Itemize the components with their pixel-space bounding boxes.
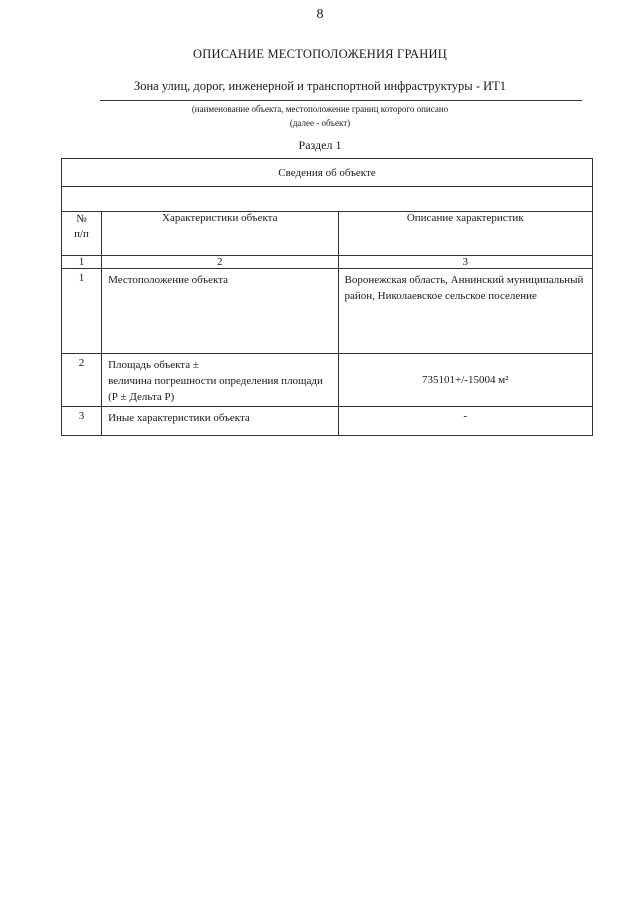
column-header-description: Описание характеристик	[338, 212, 593, 256]
table-caption: Сведения об объекте	[62, 159, 593, 187]
row-characteristic: Площадь объекта ± величина погрешности определения площади (Р ± Дельта Р)	[102, 354, 338, 407]
row-number: 1	[62, 269, 102, 354]
row-number: 2	[62, 354, 102, 407]
row-characteristic: Местоположение объекта	[102, 269, 338, 354]
object-name: Зона улиц, дорог, инженерной и транспортной инфраструктуры - ИТ1	[133, 79, 507, 93]
column-number-2: 2	[102, 256, 338, 269]
page-number: 8	[316, 7, 324, 22]
underline-divider	[100, 100, 582, 101]
row-description: 735101+/-15004 м²	[338, 354, 593, 407]
section-title: Раздел 1	[298, 138, 342, 152]
table-row	[62, 269, 593, 354]
column-header-number-text: № п/п	[74, 213, 89, 240]
column-number-1: 1	[62, 256, 102, 269]
row-characteristic: Иные характеристики объекта	[102, 407, 338, 436]
column-header-number	[62, 212, 102, 256]
object-name-caption-line1: (наименование объекта, местоположение границ которого описано	[191, 104, 449, 114]
column-number-3: 3	[338, 256, 593, 269]
row-description: Воронежская область, Аннинский муниципальный район, Николаевское сельское поселение	[338, 269, 593, 354]
object-name-caption-line2: (далее - объект)	[289, 118, 351, 128]
row-number: 3	[62, 407, 102, 436]
column-header-characteristic: Характеристики объекта	[102, 212, 338, 256]
object-info-table	[61, 158, 593, 436]
table-row	[62, 354, 593, 407]
table-row	[62, 407, 593, 436]
table-blank-row	[62, 187, 593, 212]
row-description: -	[338, 407, 593, 436]
document-title: ОПИСАНИЕ МЕСТОПОЛОЖЕНИЯ ГРАНИЦ	[193, 47, 447, 61]
